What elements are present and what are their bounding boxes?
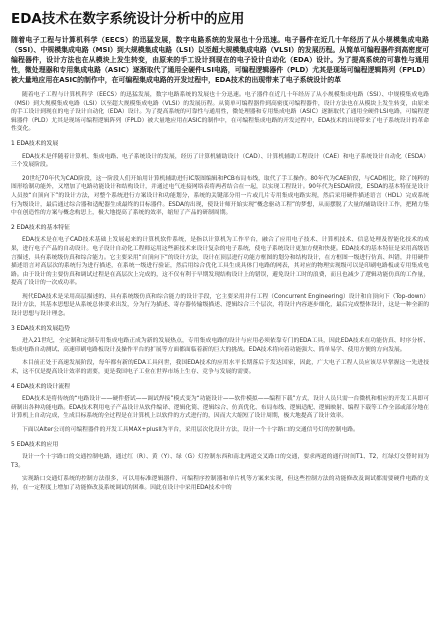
section-paragraph: 20世纪70年代为CAD阶段，这一阶段人们开始用计算机辅助进行IC版图编辑和PCB布局布线，取代了手工操作。80年代为CAE阶段，与CAD相比，除了纯粹的图形绘制功能外，又增加了电路功能设计和结构设计，并通过电气连接网络表将两者结合在一起，以实现工程设计。90年代为ESDA阶段，ESDA的基本特征是设计人员按“自顶向下”的设计方法，对整个系统进行方案设计和功能划分，系统的关键部分用一片或几片专用集成电路实现，然后采用硬件描述语言（HDL）完成系统行为级设计，最后通过综合器和适配器生成最终的目标器件。ESDA的出现，使设计师开始实现“概念驱动工程”的梦想，从而摆脱了大量的辅助设计工作，把精力集中在创造性的方案与概念构思上，极大地提高了系统的效率，缩短了产品的研制周期。 [11,175,429,217]
section-paragraph: 本目前正处于高速发展阶段，每年都有新的EDA工具问世，我国EDA技术的应用水平长期落后于发达国家，因此，广大电子工程人员应该尽早掌握这一先进技术，这不仅是提高设计效率的需要，更是我国电子工业在世界市场上生存、竞争与发展的需要。 [11,360,429,376]
section-heading: 5 EDA技术的应用 [11,441,59,448]
section-4 [11,383,429,435]
section-1 [11,140,429,218]
section-3 [11,325,429,377]
section-2 [11,224,429,319]
section-heading: 4 EDA技术的设计流程 [11,383,71,390]
section-paragraph: 进入21世纪，全定制和定制专用集成电路正成为新的发展热点，专用集成电路的设计与应用必须依靠专门的EDA工具，因此EDA技术在功能仿真、时序分析、集成电路自动测试、高速印刷电路板设计及操作平台的扩展等方面都面临着新的巨大的挑战。EDA技术将向着功能强大、简单易学、使用方便的方向发展。 [11,338,429,353]
section-paragraph: 现代EDA技术是采用高层描述的、具有系统级仿真和综合能力的设计手段，它主要采用并行工程（Concurrent Engineering）设计和自顶向下（Top-down）设计方法，其基本思想是从系统总体要求出发，分为行为描述、寄存器传输级描述、逻辑综合三个层次，将设计内容逐步细化，最后完成整体设计，这是一种全新的设计思想与设计理念。 [11,293,429,318]
section-5 [11,441,429,493]
section-heading: 2 EDA技术的基本特征 [11,224,71,231]
section-heading: 1 EDA技术的发展 [11,140,59,147]
section-heading: 3 EDA技术的发展趋势 [11,325,71,332]
section-paragraph: 实现路口交通灯系统的控制方法很多，可以用标准逻辑器件、可编程序控制器和单片机等方案来实现，但这些控制方法的功能修改及调试都需要硬件电路的支持，在一定程度上增加了功能修改及系统调试的困难。因此在设计中采用EDA技术中的 [11,476,429,491]
intro-paragraph: 随着电子工程与计算机科学（EECS）的迅猛发展，数字电路系统的发展也十分迅速。电子器件在近几十年经历了从小规模集成电路（SSI）、中规模集成电路（MSI）到大规模集成电路（LSI）以至超大规模集成电路（VLSI）的发展历程。从简单可编程器件到高密度可编程器件，设计方法也在从模块上发生转变，由原来的手工设计到现在的电子设计自动化（EDA）设计。为了提高系统的可靠性与通用性，微处理器和专用集成电路（ASIC）逐渐取代了通用全硬件LSI电路，可编程逻辑器件（PLD）尤其是现场可编程逻辑阵列（FPLD）被大量地应用在ASIC的制作中，在可编程集成电路的开发过程中，EDA技术的出现带来了电子系统设计的革命性变化。 [11,92,429,133]
section-paragraph: 设计一个十字路口的交通控制电路，通过红（R）、黄（Y）、绿（G）灯控制东西和南北两道交叉路口的交通，要求两道的通行时间T1、T2，红绿灯交替时间为T3。 [11,454,429,469]
section-paragraph: EDA技术是将传统的“电路设计——硬件搭试——调试焊接”模式变为“功能设计——软件模拟——编程下载”方式，设计人员只需一台微机和相应的开发工具即可研制出各种功能电路。EDA技术利用电子产品设计从软件编译、逻辑化简、逻辑综合、仿真优化、布局布线、逻辑适配、逻辑映射、编程下载等工作全部或部分地在计算机上自动完成，生成目标系统的全过程是在计算机上以软件的方式进行的，因而大大缩短了设计周期，极大地提高了设计效率。 [11,396,429,420]
section-paragraph: 下面以Alter公司的可编程器件的开发工具MAX+plusII为平台，采用层次化设计方法，设计一个十字路口的交通信号灯的控制电路。 [22,427,359,433]
section-paragraph: EDA技术是在电子CAD技术基础上发展起来的计算机软件系统，是指以计算机为工作平台，融合了应用电子技术、计算机技术、信息处理及智能化技术的成果，进行电子产品的自动设计。电子设计自动化工程师运用这些新技术来设计复杂的电子系统，使电子系统设计更加方便和快捷。EDA技术的基本特征是采用高级语言描述，具有系统级仿真和综合能力。它主要采用“自顶向下”的设计方法，设计在顶层进行功能方框图的划分和结构设计，在方框图一级进行仿真、纠错，并用硬件描述语言对高层次的系统行为进行描述，在系统一级进行验证，然后用综合优化工具生成具体门电路的网表，其对应的物理实现级可以是印刷电路板或专用集成电路。由于设计的主要仿真和调试过程是在高层次上完成的，这不仅有利于早期发现结构设计上的错误，避免设计工时的浪费，而且也减少了逻辑功能仿真的工作量，提高了设计的一次成功率。 [11,237,429,287]
document-title: EDA技术在数字系统设计分析中的应用 [11,11,245,27]
section-paragraph: EDA技术是伴随着计算机、集成电路、电子系统设计的发展，经历了计算机辅助设计（CAD）、计算机辅助工程设计（CAE）和电子系统设计自动化（ESDA）三个发展阶段。 [11,153,429,169]
abstract: 随着电子工程与计算机科学（EECS）的迅猛发展，数字电路系统的发展也十分迅速。电子器件在近几十年经历了从小规模集成电路（SSI）、中规模集成电路（MSI）到大规模集成电路（LSI）以至超大规模集成电路（VLSI）的发展历程。从简单可编程器件到高密度可编程器件，设计方法也在从模块上发生转变，由原来的手工设计到现在的电子设计自动化（EDA）设计。为了提高系统的可靠性与通用性，微处理器和专用集成电路（ASIC）逐渐取代了通用全硬件LSI电路，可编程逻辑器件（PLD）尤其是现场可编程逻辑阵列（FPLD）被大量地应用在ASIC的制作中，在可编程集成电路的开发过程中，EDA技术的出现带来了电子系统设计的革 [11,36,429,84]
